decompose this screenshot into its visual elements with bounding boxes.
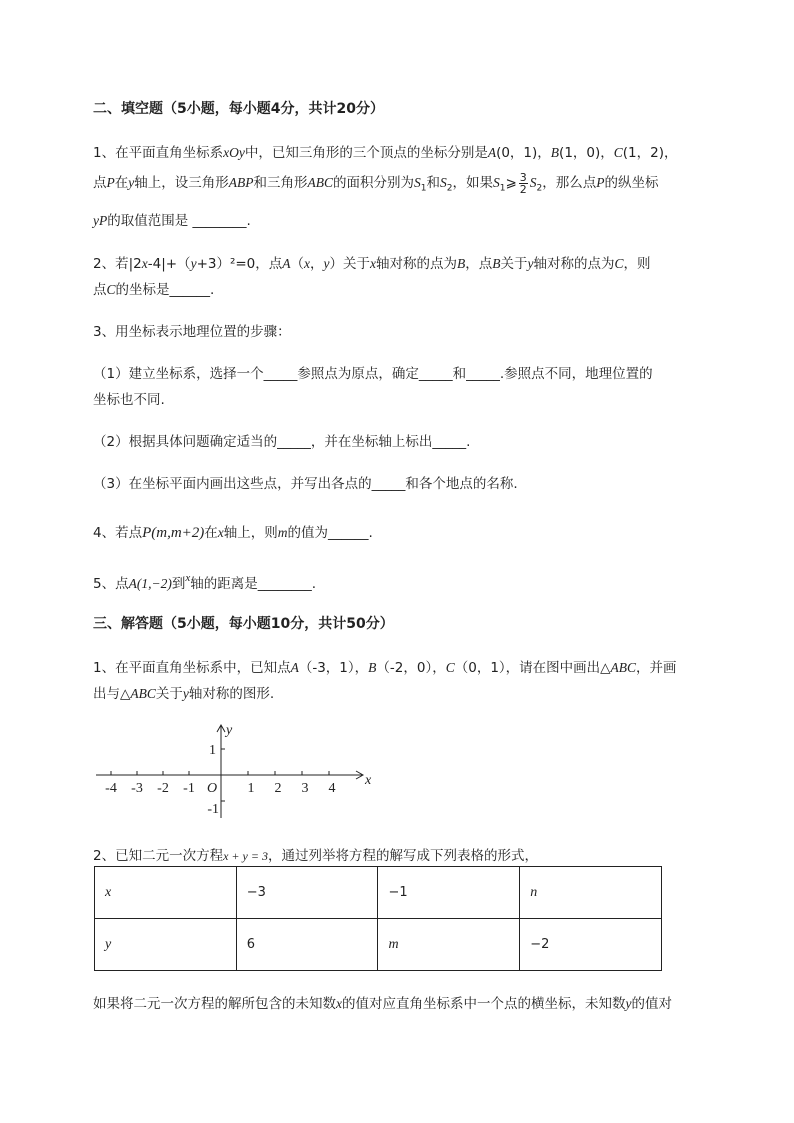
q3-step1b: 坐标也不同. (93, 392, 165, 408)
q1-line1: 1、在平面直角坐标系xOy中，已知三角形的三个顶点的坐标分别是A(0，1)，B(1，0)，C(1，2)， (93, 145, 678, 161)
table-cell: m (378, 919, 520, 971)
x-tick-label: 2 (274, 781, 282, 796)
s3q1-line1: 1、在平面直角坐标系中，已知点A（-3，1），B（-2，0），C（0，1），请在图中画出△ABC，并画 (93, 660, 677, 676)
x-tick-label: -2 (157, 781, 169, 796)
q2-line2: 点C的坐标是______. (93, 282, 215, 298)
x-axis-label: x (365, 773, 372, 788)
q3-step2: （2）根据具体问题确定适当的_____，并在坐标轴上标出_____. (93, 434, 471, 450)
q3-step1: （1）建立坐标系，选择一个_____参照点为原点，确定_____和_____.参照点不同，地理位置的 (93, 366, 653, 382)
q3-step3: （3）在坐标平面内画出这些点，并写出各点的_____和各个地点的名称. (93, 476, 518, 492)
q4-line: 4、若点P(m,m+2)在x轴上，则m的值为______. (93, 525, 373, 541)
section2-title: 二、填空题（5小题，每小题4分，共计20分） (93, 101, 384, 117)
q3-title: 3、用坐标表示地理位置的步骤： (93, 324, 291, 340)
q2-line1: 2、若|2x-4|+（y+3）²=0，点A（x，y）关于x轴对称的点为B，点B关于y轴对称的点为C，则 (93, 256, 651, 272)
x-tick-label: -3 (131, 781, 143, 796)
table-row (95, 867, 662, 919)
y-tick-label: 1 (209, 743, 216, 758)
x-tick-label: -4 (105, 781, 117, 796)
table-cell: n (520, 867, 662, 919)
table-cell: 6 (236, 919, 378, 971)
y-axis-label: y (226, 723, 233, 738)
x-tick-label: -1 (183, 781, 195, 796)
origin-label: O (207, 781, 218, 796)
x-tick-label: 1 (247, 781, 255, 796)
x-tick-label: 3 (301, 781, 309, 796)
q5-line: 5、点A(1,−2)到$^x$轴的距离是________. (93, 572, 317, 592)
s3q2-line1: 2、已知二元一次方程x + y = 3，通过列举将方程的解写成下列表格的形式， (93, 848, 538, 864)
table-cell: y (95, 919, 237, 971)
q1-line3: yP的取值范围是 ________. (93, 213, 251, 229)
q1-line2: 点P在y轴上，设三角形ABP和三角形ABC的面积分别为$S_1$和$S_2$，如果$S_1⩾$ $\frac{3}{2}$ $S_2$，那么点P的纵坐标 (93, 170, 659, 196)
s3q2-last-line: 如果将二元一次方程的解所包含的未知数x的值对应直角坐标系中一个点的横坐标，未知数y的值对 (93, 996, 672, 1012)
table-cell: −3 (236, 867, 378, 919)
solution-table (94, 866, 662, 971)
section3-title: 三、解答题（5小题，每小题10分，共计50分） (93, 616, 394, 632)
table-cell: −1 (378, 867, 520, 919)
y-tick-label: -1 (207, 802, 219, 817)
table-cell: x (95, 867, 237, 919)
table-row (95, 919, 662, 971)
coordinate-axes (90, 718, 390, 828)
s3q1-line2: 出与△ABC关于y轴对称的图形. (93, 686, 275, 702)
table-cell: −2 (520, 919, 662, 971)
x-tick-label: 4 (328, 781, 336, 796)
fraction-3-2: $\frac{3}{2}$ (519, 170, 527, 196)
